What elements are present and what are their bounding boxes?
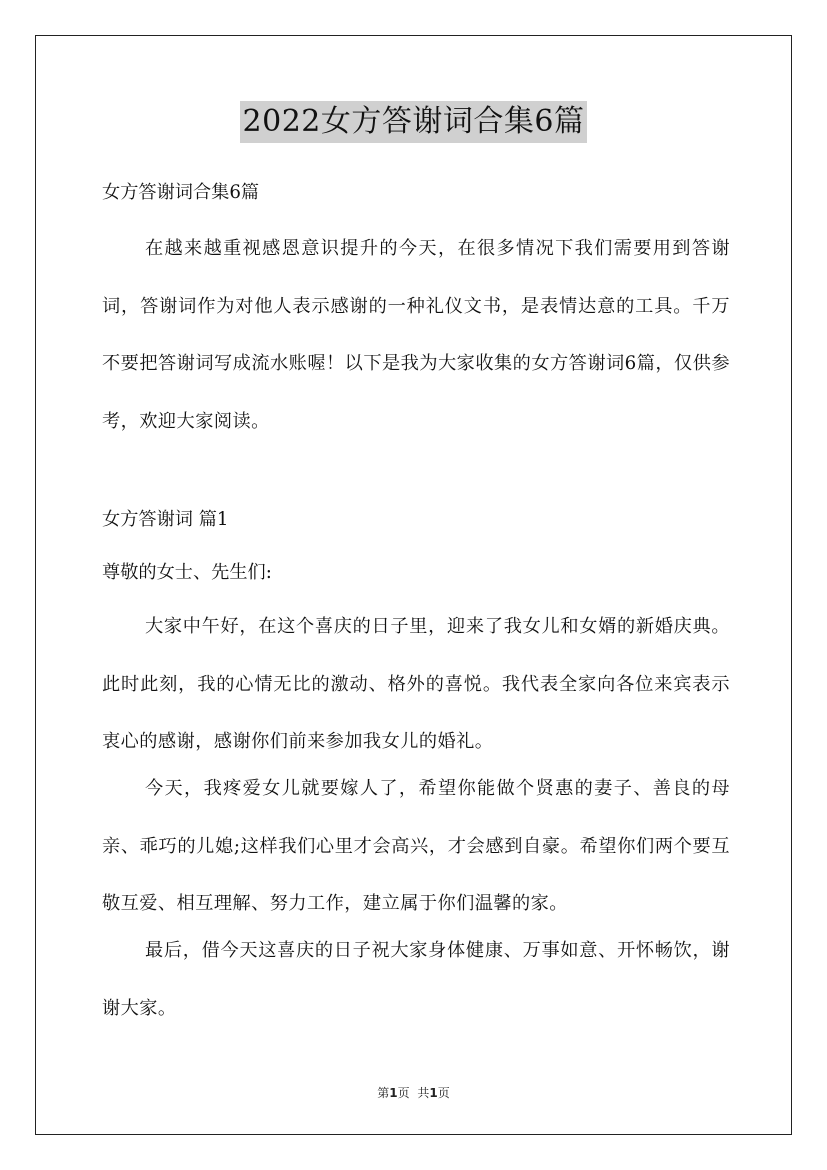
body-paragraph-2: 今天，我疼爱女儿就要嫁人了，希望你能做个贤惠的妻子、善良的母亲、乖巧的儿媳;这样我们心里才会高兴，才会感到自豪。希望你们两个要互敬互爱、相互理解、努力工作，建立属于你们温馨的家。 xyxy=(102,778,730,914)
section-heading: 女方答谢词 篇1 xyxy=(102,509,229,530)
subtitle: 女方答谢词合集6篇 xyxy=(102,182,260,203)
footer-total-number: 1 xyxy=(429,1086,438,1100)
footer-total-suffix: 页 xyxy=(437,1086,450,1100)
footer-page-prefix: 第 xyxy=(377,1086,390,1100)
footer-total-prefix: 共 xyxy=(417,1086,430,1100)
page-footer xyxy=(0,1084,827,1101)
body-paragraph-1: 大家中午好，在这个喜庆的日子里，迎来了我女儿和女婿的新婚庆典。此时此刻，我的心情无比的激动、格外的喜悦。我代表全家向各位来宾表示衷心的感谢，感谢你们前来参加我女儿的婚礼。 xyxy=(102,616,730,752)
footer-page-suffix: 页 xyxy=(397,1086,410,1100)
footer-page-number: 1 xyxy=(389,1086,398,1100)
document-title xyxy=(0,101,827,143)
intro-paragraph: 在越来越重视感恩意识提升的今天，在很多情况下我们需要用到答谢词，答谢词作为对他人表示感谢的一种礼仪文书，是表情达意的工具。千万不要把答谢词写成流水账喔！以下是我为大家收集的女方答谢词6篇，仅供参考，欢迎大家阅读。 xyxy=(102,238,730,432)
body-paragraph-3: 最后，借今天这喜庆的日子祝大家身体健康、万事如意、开怀畅饮，谢谢大家。 xyxy=(102,940,730,1019)
document-title-text: 2022女方答谢词合集6篇 xyxy=(240,101,588,143)
salutation: 尊敬的女士、先生们: xyxy=(102,562,272,583)
